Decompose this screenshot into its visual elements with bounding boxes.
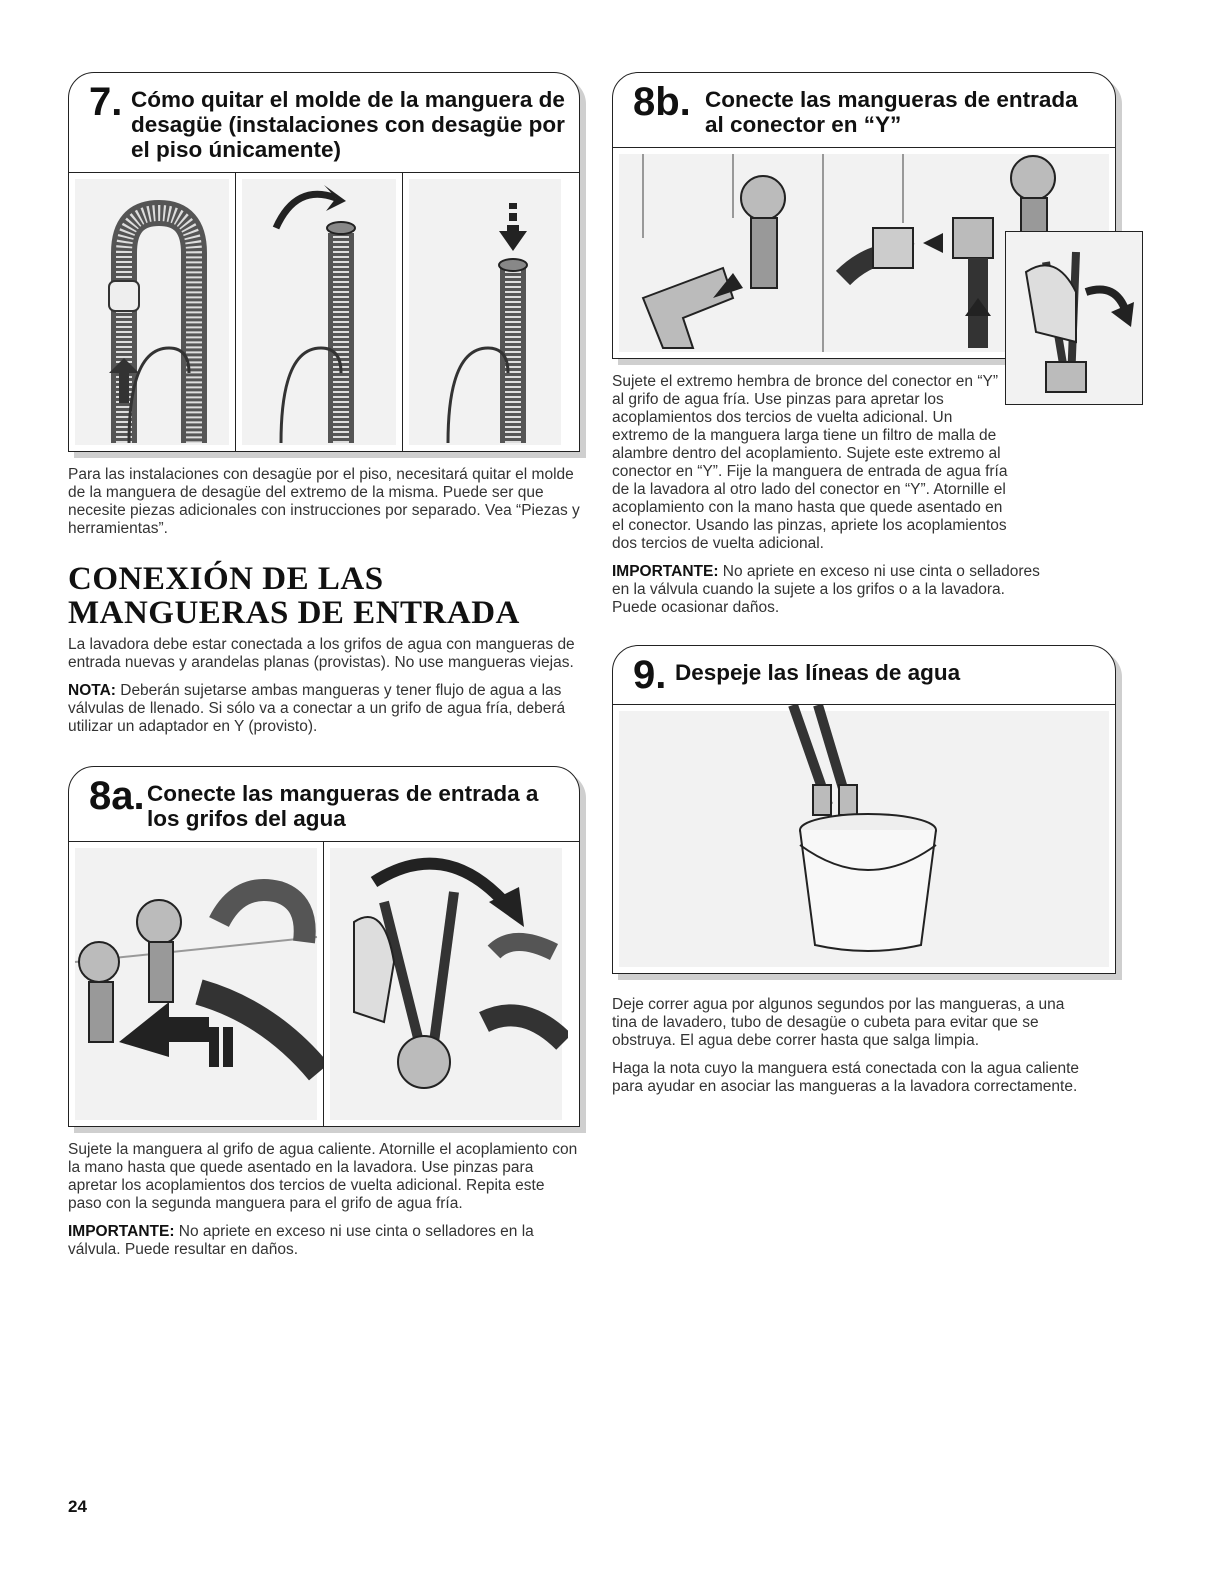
section-note xyxy=(68,682,580,736)
step-8b-number: 8b. xyxy=(633,80,691,124)
step-8b-header xyxy=(613,73,1115,148)
section-intro: La lavadora debe estar conectada a los grifos de agua con mangueras de entrada nuevas y arandelas planas (provistas). No use mangueras viejas. xyxy=(68,636,575,671)
note-text: Deberán sujetarse ambas mangueras y tener flujo de agua a las válvulas de llenado. Si sólo va a conectar a un grifo de agua fría, deberá utilizar un adaptador en Y (provisto). xyxy=(68,682,566,735)
step-8b-title: Conecte las mangueras de entrada al conector en “Y” xyxy=(705,87,1078,137)
step-8a-header xyxy=(69,767,579,842)
right-column xyxy=(612,72,1142,1096)
step-8b-important-text: No apriete en exceso ni use cinta o selladores en la válvula cuando la sujete a los grifos o a la lavadora. Puede ocasionar daños. xyxy=(612,563,1040,616)
step-8a-title: Conecte las mangueras de entrada a los grifos del agua xyxy=(147,781,539,831)
bucket-illustration xyxy=(613,705,1115,973)
step-8b-important-label: IMPORTANTE: xyxy=(612,563,719,580)
step-9-header xyxy=(613,646,1115,705)
step-7-header xyxy=(69,73,579,173)
step-8a-important-label: IMPORTANTE: xyxy=(68,1223,175,1240)
page-number: 24 xyxy=(68,1497,87,1516)
step-8b-important xyxy=(612,563,1052,617)
step-7-number: 7. xyxy=(89,80,123,124)
step-8a-illustrations xyxy=(69,842,579,1126)
step-8a-important xyxy=(68,1223,580,1259)
step-9-body-2: Haga la nota cuyo la manguera está conectada con la agua caliente para ayudar en asociar las mangueras a la lavadora correctamente. xyxy=(612,1060,1080,1095)
pliers-inset-illustration xyxy=(1005,231,1143,405)
step-8a-box xyxy=(68,766,580,1127)
step-8a-body: Sujete la manguera al grifo de agua caliente. Atornille el acoplamiento con la mano hasta que quede asentado en la lavadora. Use pinzas para apretar los acoplamientos dos tercios de vuelta adicional. Repita este paso con la segunda manguera para el grifo de agua fría. xyxy=(68,1141,578,1212)
drain-hose-illustration-2 xyxy=(236,173,403,451)
step-9-number: 9. xyxy=(633,653,667,697)
faucet-hose-illustration xyxy=(69,842,324,1126)
step-8a-number: 8a. xyxy=(89,774,145,818)
step-8b-body: Sujete el extremo hembra de bronce del conector en “Y” al grifo de agua fría. Use pinzas para apretar los acoplamientos dos tercios de vuelta adicional. Un extremo de la manguera larga tiene un filtro de malla de alambre dentro del acoplamiento. Sujete este extremo al conector en “Y”. Fije la manguera de entrada de agua fría de la lavadora al otro lado del conector en “Y”. Atornille el acoplamiento con la mano hasta que quede asentado en el conector. Usando las pinzas, apriete los acoplamientos dos tercios de vuelta adicional. xyxy=(612,373,1008,552)
note-label: NOTA: xyxy=(68,682,116,699)
step-7-title: Cómo quitar el molde de la manguera de desagüe (instalaciones con desagüe por el piso únicamente) xyxy=(131,87,565,162)
step-7-body: Para las instalaciones con desagüe por el piso, necesitará quitar el molde de la manguera de desagüe del extremo de la misma. Puede ser que necesite piezas adicionales con instrucciones por separado. Vea “Piezas y herramientas”. xyxy=(68,466,580,537)
pliers-tightening-illustration xyxy=(324,842,568,1126)
left-column xyxy=(68,72,580,1259)
step-7-box xyxy=(68,72,580,452)
step-9-illustrations xyxy=(613,705,1115,973)
step-8a-important-text: No apriete en exceso ni use cinta o selladores en la válvula. Puede resultar en daños. xyxy=(68,1223,534,1258)
step-7-illustrations xyxy=(69,173,579,451)
section-title: CONEXIÓN DE LAS MANGUERAS DE ENTRADA xyxy=(68,561,520,631)
step-9-title: Despeje las líneas de agua xyxy=(675,660,961,685)
drain-hose-illustration-3 xyxy=(403,173,567,451)
step-9-box xyxy=(612,645,1116,974)
step-8b-box xyxy=(612,72,1116,359)
drain-hose-illustration-1 xyxy=(69,173,236,451)
step-9-body-1: Deje correr agua por algunos segundos por las mangueras, a una tina de lavadero, tubo de desagüe o cubeta para evitar que se obstruya. El agua debe correr hasta que salga limpia. xyxy=(612,996,1065,1049)
